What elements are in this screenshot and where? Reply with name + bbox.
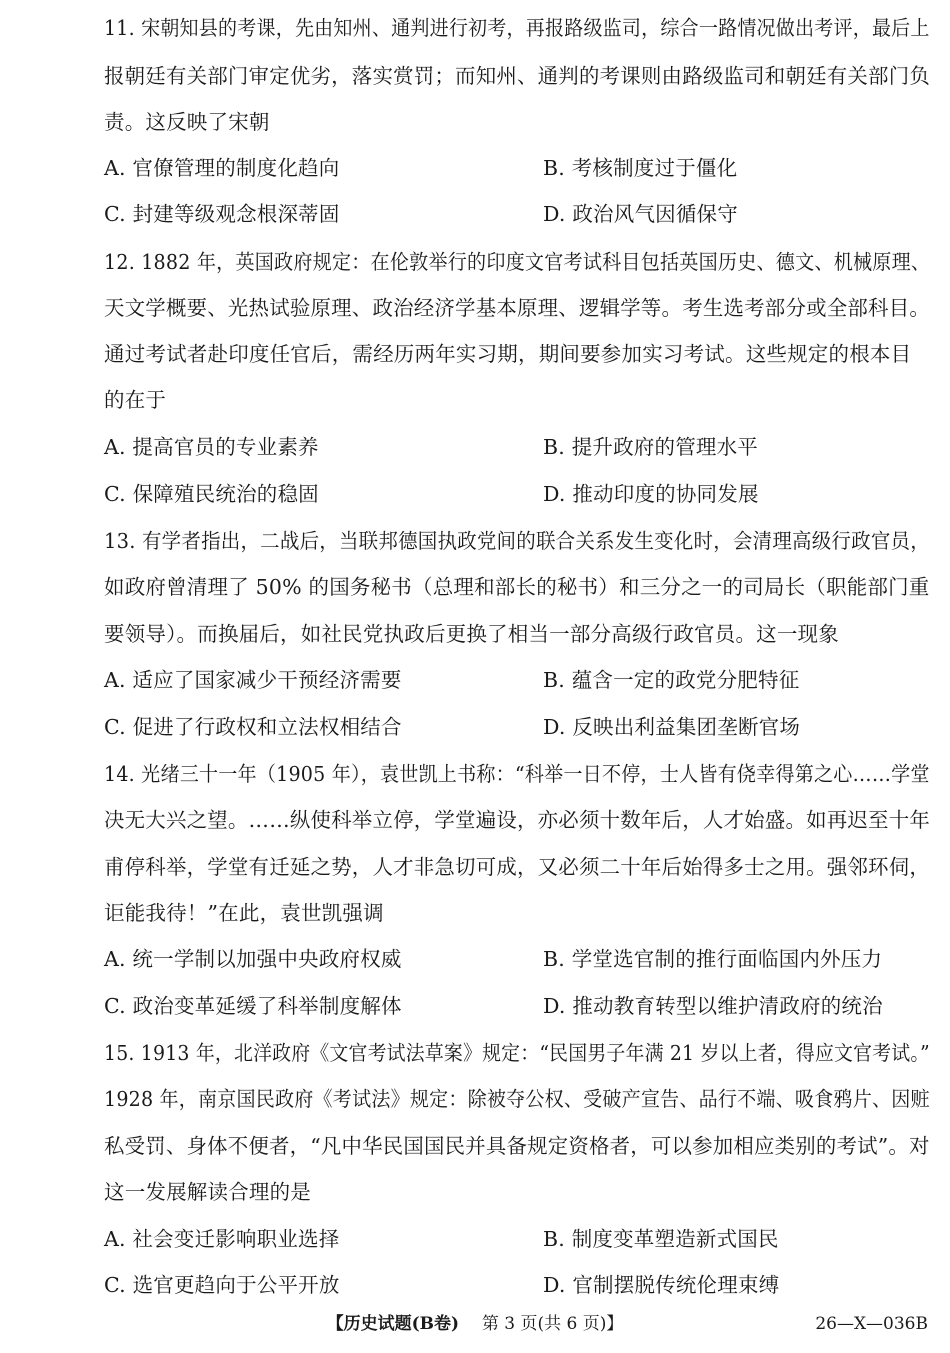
option-a: A. 统一学制以加强中央政府权威 [104, 947, 402, 971]
option-b: B. 蕴含一定的政党分肥特征 [543, 668, 800, 692]
option-c: C. 选官更趋向于公平开放 [104, 1273, 340, 1297]
question-text-line: 讵能我待！”在此，袁世凯强调 [104, 901, 384, 925]
option-c: C. 封建等级观念根深蒂固 [104, 202, 340, 226]
question-text-line: 14. 光绪三十一年（1905 年），袁世凯上书称：“科举一日不停，士人皆有侥幸得第之心……学堂 [104, 762, 930, 786]
question-text-line: 天文学概要、光热试验原理、政治经济学基本原理、逻辑学等。考生选考部分或全部科目。 [104, 296, 930, 320]
footer-exam-code: 26—X—036B [815, 1314, 928, 1334]
option-d: D. 推动印度的协同发展 [543, 482, 759, 506]
question-text-line: 11. 宋朝知县的考课，先由知州、通判进行初考，再报路级监司，综合一路情况做出考评，最后上 [104, 16, 930, 40]
option-a: A. 社会变迁影响职业选择 [104, 1227, 340, 1251]
option-d: D. 推动教育转型以维护清政府的统治 [543, 994, 883, 1018]
option-d: D. 政治风气因循保守 [543, 202, 738, 226]
question-text-line: 通过考试者赴印度任官后，需经历两年实习期，期间要参加实习考试。这些规定的根本目 [104, 342, 912, 366]
option-b: B. 学堂选官制的推行面临国内外压力 [543, 947, 883, 971]
option-b: B. 制度变革塑造新式国民 [543, 1227, 779, 1251]
question-text-line: 1928 年，南京国民政府《考试法》规定：除被夺公权、受破产宣告、品行不端、吸食鸦片、因赃 [104, 1087, 930, 1111]
question-text-line: 责。这反映了宋朝 [104, 110, 270, 134]
question-text-line: 15. 1913 年，北洋政府《文官考试法草案》规定：“民国男子年满 21 岁以上者，得应文官考试。” [104, 1041, 930, 1065]
question-text-line: 私受罚、身体不便者，“凡中华民国国民并具备规定资格者，可以参加相应类别的考试”。对 [104, 1134, 930, 1158]
option-b: B. 提升政府的管理水平 [543, 435, 758, 459]
option-c: C. 政治变革延缓了科举制度解体 [104, 994, 402, 1018]
question-text-line: 甫停科举，学堂有迁延之势，人才非急切可成，又必须二十年后始得多士之用。强邻环伺， [104, 855, 930, 879]
question-text-line: 的在于 [104, 388, 167, 412]
question-text-line: 13. 有学者指出，二战后，当联邦德国执政党间的联合关系发生变化时，会清理高级行政官员， [104, 529, 930, 553]
question-text-line: 12. 1882 年，英国政府规定：在伦敦举行的印度文官考试科目包括英国历史、德文、机械原理、 [104, 250, 931, 274]
option-a: A. 提高官员的专业素养 [104, 435, 319, 459]
question-text-line: 这一发展解读合理的是 [104, 1180, 311, 1204]
question-text-line: 要领导）。而换届后，如社民党执政后更换了相当一部分高级行政官员。这一现象 [104, 622, 839, 646]
footer-subject: 【历史试题(B卷) [326, 1314, 460, 1334]
option-d: D. 反映出利益集团垄断官场 [543, 715, 801, 739]
page-footer [0, 1312, 950, 1336]
footer-page-number: 第 3 页(共 6 页)】 [481, 1314, 624, 1334]
option-a: A. 适应了国家减少干预经济需要 [104, 668, 402, 692]
option-c: C. 促进了行政权和立法权相结合 [104, 715, 402, 739]
question-text-line: 报朝廷有关部门审定优劣，落实赏罚；而知州、通判的考课则由路级监司和朝廷有关部门负 [104, 64, 930, 88]
option-a: A. 官僚管理的制度化趋向 [104, 156, 340, 180]
question-text-line: 如政府曾清理了 50% 的国务秘书（总理和部长的秘书）和三分之一的司局长（职能部门重 [104, 575, 930, 599]
option-d: D. 官制摆脱传统伦理束缚 [543, 1273, 780, 1297]
question-text-line: 决无大兴之望。……纵使科举立停，学堂遍设，亦必须十数年后，人才始盛。如再迟至十年 [104, 808, 930, 832]
option-c: C. 保障殖民统治的稳固 [104, 482, 319, 506]
option-b: B. 考核制度过于僵化 [543, 156, 738, 180]
